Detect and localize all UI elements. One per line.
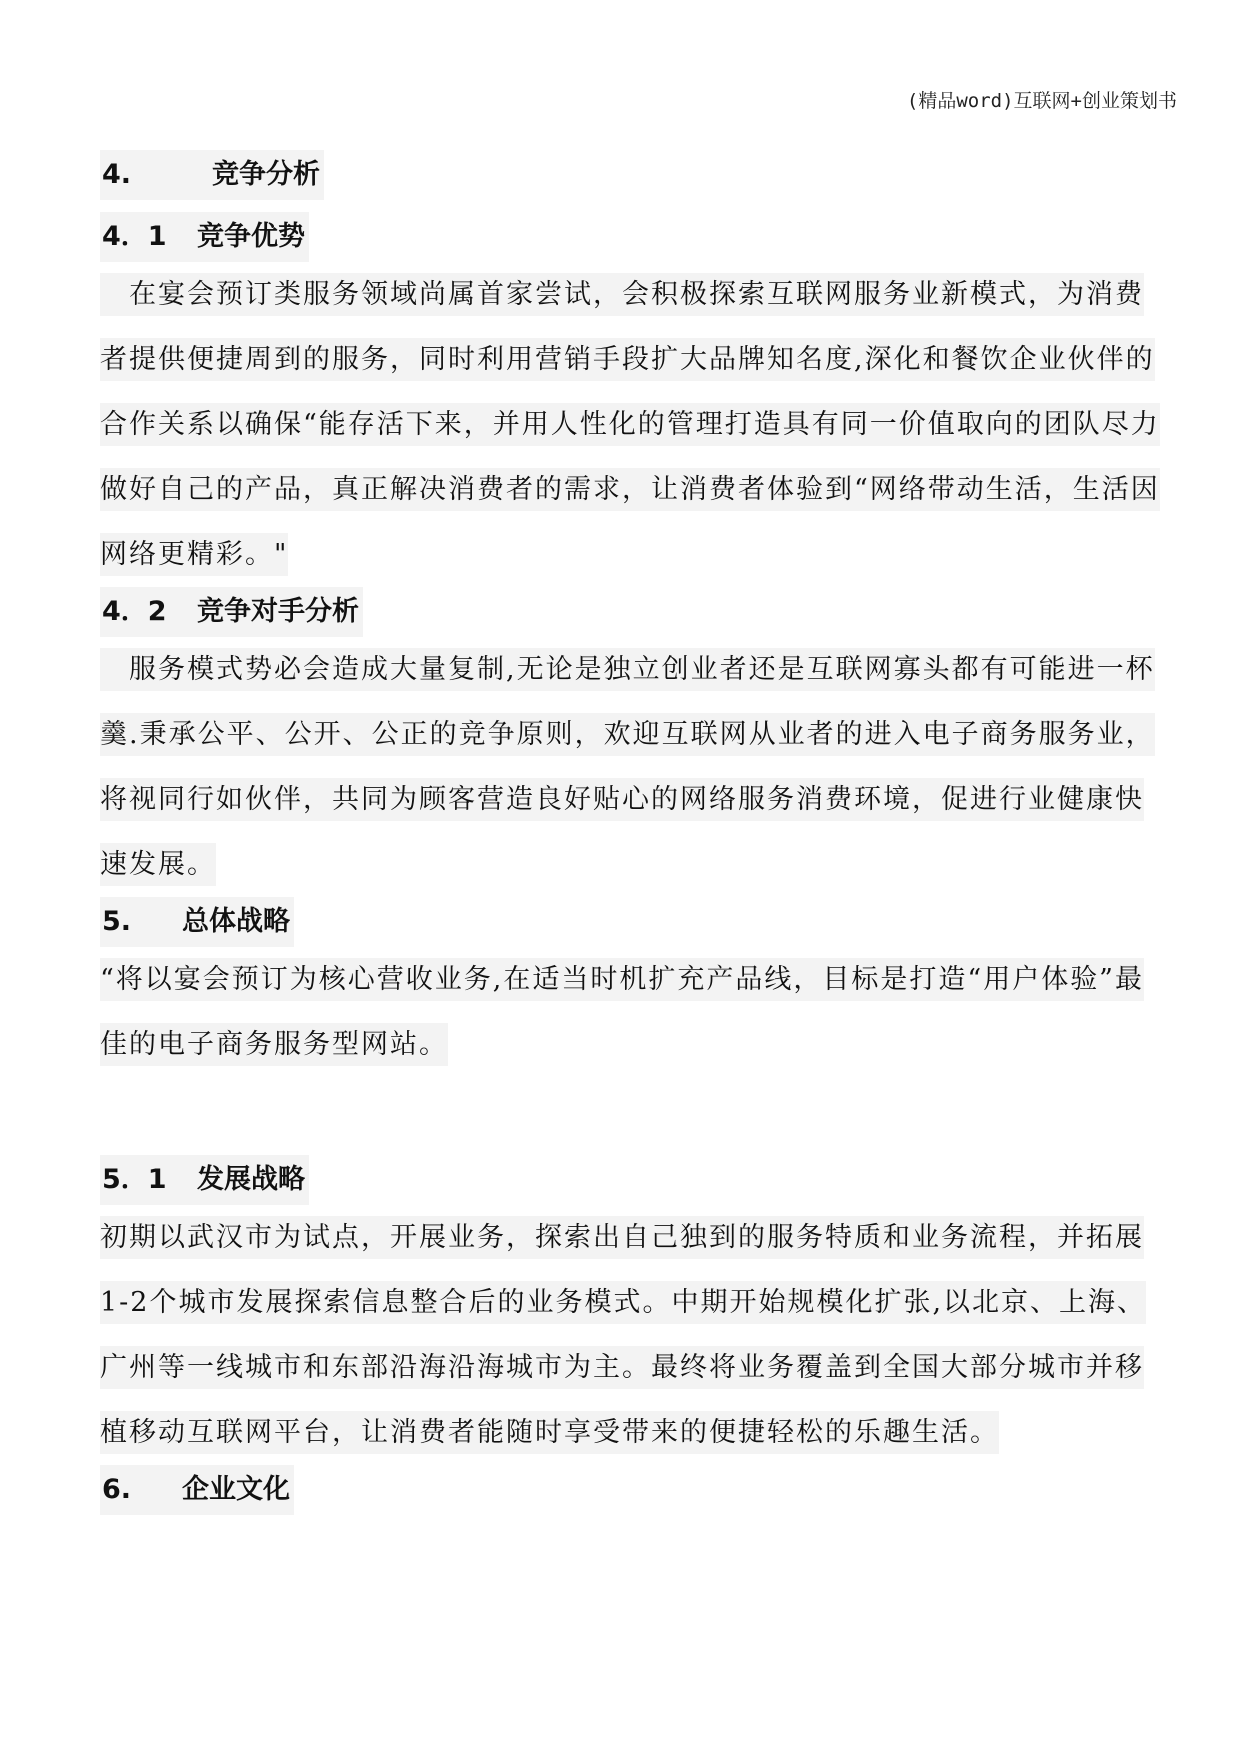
section-title: 竞争分析 (212, 159, 320, 190)
section-heading-4-1-highlight (100, 212, 309, 262)
section-title: 竞争对手分析 (197, 596, 359, 627)
section-number: 5. (102, 906, 132, 937)
section-4-1-paragraph (100, 262, 1172, 587)
section-heading-6 (100, 1465, 1172, 1515)
section-heading-4-1 (100, 212, 1172, 262)
paragraph-text: 初期以武汉市为试点，开展业务，探索出自己独到的服务特质和业务流程，并拓展1-2个城市发展探索信息整合后的业务模式。中期开始规模化扩张,以北京、上海、广州等一线城市和东部沿海沿海城市为主。最终将业务覆盖到全国大部分城市并移植移动互联网平台，让消费者能随时享受带来的便捷轻松的乐趣生活。 (100, 1216, 1146, 1454)
paragraph-text: 服务模式势必会造成大量复制,无论是独立创业者还是互联网寡头都有可能进一杯羹.秉承公平、公开、公正的竞争原则，欢迎互联网从业者的进入电子商务服务业，将视同行如伙伴，共同为顾客营造良好贴心的网络服务消费环境，促进行业健康快速发展。 (100, 648, 1155, 886)
section-title: 竞争优势 (197, 221, 305, 252)
section-4-2-paragraph (100, 637, 1172, 897)
section-heading-4-highlight (100, 150, 324, 200)
section-number: 4. (102, 159, 132, 190)
section-number: 6. (102, 1474, 132, 1505)
section-heading-4-2 (100, 587, 1172, 637)
section-5-1-paragraph (100, 1205, 1172, 1465)
page-header-title: (精品word)互联网+创业策划书 (906, 90, 1177, 112)
paragraph-text: “将以宴会预订为核心营收业务,在适当时机扩充产品线，目标是打造“用户体验”最佳的电子商务服务型网站。 (100, 958, 1144, 1066)
section-heading-6-highlight (100, 1465, 294, 1515)
section-heading-5-highlight (100, 897, 294, 947)
section-heading-5 (100, 897, 1172, 947)
section-title: 发展战略 (197, 1164, 305, 1195)
paragraph-text: 在宴会预订类服务领域尚属首家尝试，会积极探索互联网服务业新模式，为消费者提供便捷周到的服务，同时利用营销手段扩大品牌知名度,深化和餐饮企业伙伴的合作关系以确保“能存活下来，并用人性化的管理打造具有同一价值取向的团队尽力做好自己的产品，真正解决消费者的需求，让消费者体验到“网络带动生活，生活因网络更精彩。" (100, 273, 1160, 576)
document-body (100, 150, 1172, 1515)
section-heading-4 (100, 150, 1172, 200)
section-title: 企业文化 (182, 1474, 290, 1505)
section-number: 5．1 (102, 1164, 167, 1195)
section-number: 4．1 (102, 221, 167, 252)
section-heading-4-2-highlight (100, 587, 363, 637)
section-number: 4．2 (102, 596, 167, 627)
section-heading-5-1 (100, 1155, 1172, 1205)
section-title: 总体战略 (182, 906, 290, 937)
section-5-paragraph (100, 947, 1172, 1077)
spacer (100, 1077, 1172, 1155)
spacer (100, 200, 1172, 212)
section-heading-5-1-highlight (100, 1155, 309, 1205)
